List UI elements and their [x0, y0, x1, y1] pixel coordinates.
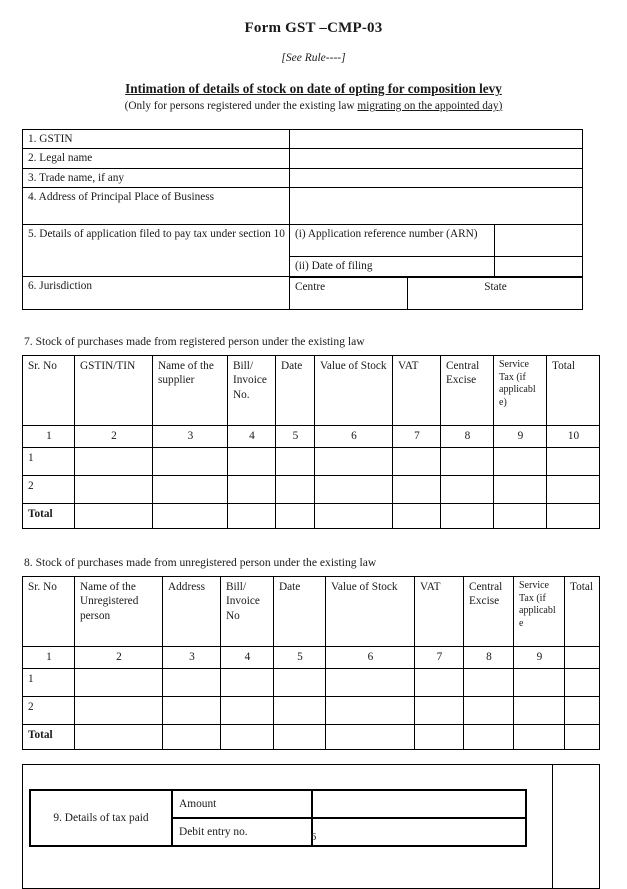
table-row: [23, 168, 583, 187]
col-header-central-excise: Central Excise: [464, 576, 514, 646]
profile-label-application-details: 5. Details of application filed to pay tax under section 10: [23, 225, 290, 277]
cell-date[interactable]: [274, 668, 326, 696]
section-9-wrapper: [0, 750, 627, 889]
col-header-service-tax: Service Tax (if applicabl e: [514, 576, 565, 646]
section-8-table-wrapper: [0, 576, 627, 750]
table-row: [23, 764, 600, 888]
total-central-excise[interactable]: [441, 503, 494, 528]
profile-value-arn[interactable]: [495, 225, 583, 257]
col-number-6: 6: [326, 646, 415, 668]
cell-service-tax[interactable]: [514, 668, 565, 696]
unregistered-stock-table: [22, 576, 600, 750]
profile-label-legal-name: 2. Legal name: [23, 149, 290, 168]
cell-vat[interactable]: [393, 475, 441, 503]
col-header-service-tax: Service Tax (if applicabl e): [494, 355, 547, 425]
col-header-value-of-stock: Value of Stock: [326, 576, 415, 646]
cell-vat[interactable]: [393, 447, 441, 475]
row-serial: 2: [23, 475, 75, 503]
col-number-4: 4: [221, 646, 274, 668]
total-total[interactable]: [565, 724, 600, 749]
col-header-gstin-tin: GSTIN/TIN: [75, 355, 153, 425]
cell-vat[interactable]: [415, 696, 464, 724]
profile-table: [22, 129, 583, 310]
col-header-bill-invoice-no: Bill/ Invoice No: [221, 576, 274, 646]
cell-gstin-tin[interactable]: [75, 447, 153, 475]
col-number-7: 7: [415, 646, 464, 668]
section-9-content-cell: [23, 764, 553, 888]
section-9-side-cell: [553, 764, 600, 888]
cell-address[interactable]: [163, 668, 221, 696]
cell-supplier-name[interactable]: [153, 475, 228, 503]
sub-heading-plain: (Only for persons registered under the existing law: [124, 100, 358, 112]
total-vat[interactable]: [415, 724, 464, 749]
form-title: Form GST –CMP-03: [244, 20, 383, 36]
col-number-5: 5: [276, 425, 315, 447]
col-header-date: Date: [274, 576, 326, 646]
col-number-10: [565, 646, 600, 668]
column-number-row: [23, 425, 600, 447]
total-gstin-tin[interactable]: [75, 503, 153, 528]
total-total[interactable]: [547, 503, 600, 528]
see-rule-note: [See Rule----]: [281, 52, 346, 64]
total-vat[interactable]: [393, 503, 441, 528]
col-number-10: 10: [547, 425, 600, 447]
total-service-tax[interactable]: [514, 724, 565, 749]
total-central-excise[interactable]: [464, 724, 514, 749]
cell-service-tax[interactable]: [494, 475, 547, 503]
cell-central-excise[interactable]: [441, 475, 494, 503]
col-number-8: 8: [441, 425, 494, 447]
col-header-date: Date: [276, 355, 315, 425]
total-address[interactable]: [163, 724, 221, 749]
row-serial: 2: [23, 696, 75, 724]
jurisdiction-centre-label: Centre: [290, 277, 408, 310]
total-value-of-stock[interactable]: [326, 724, 415, 749]
cell-bill-invoice-no[interactable]: [228, 475, 276, 503]
table-row: [23, 130, 583, 149]
cell-gstin-tin[interactable]: [75, 475, 153, 503]
profile-label-trade-name: 3. Trade name, if any: [23, 168, 290, 187]
row-serial: 1: [23, 447, 75, 475]
total-bill-invoice-no[interactable]: [228, 503, 276, 528]
total-bill-invoice-no[interactable]: [221, 724, 274, 749]
col-number-9: 9: [514, 646, 565, 668]
table-row: [23, 149, 583, 168]
table-row: [23, 188, 583, 225]
col-number-1: 1: [23, 646, 75, 668]
cell-date[interactable]: [274, 696, 326, 724]
cell-date[interactable]: [276, 447, 315, 475]
col-number-5: 5: [274, 646, 326, 668]
main-heading-text: Intimation of details of stock on date of opting for composition levy: [125, 81, 502, 96]
cell-unregistered-person-name[interactable]: [75, 668, 163, 696]
cell-service-tax[interactable]: [514, 696, 565, 724]
table-total-row: [23, 503, 600, 528]
col-number-7: 7: [393, 425, 441, 447]
col-header-vat: VAT: [393, 355, 441, 425]
table-row: [23, 225, 583, 257]
cell-bill-invoice-no[interactable]: [221, 696, 274, 724]
cell-central-excise[interactable]: [464, 696, 514, 724]
total-unregistered-person-name[interactable]: [75, 724, 163, 749]
col-header-total: Total: [565, 576, 600, 646]
cell-value-of-stock[interactable]: [326, 696, 415, 724]
col-number-9: 9: [494, 425, 547, 447]
cell-vat[interactable]: [415, 668, 464, 696]
col-header-sr-no: Sr. No: [23, 355, 75, 425]
section-7-table-wrapper: [0, 355, 627, 529]
section-8-caption: 8. Stock of purchases made from unregistered person under the existing law: [24, 555, 377, 569]
table-total-row: [23, 724, 600, 749]
cell-central-excise[interactable]: [464, 668, 514, 696]
table-header-row: [23, 355, 600, 425]
col-header-bill-invoice-no: Bill/ Invoice No.: [228, 355, 276, 425]
col-header-central-excise: Central Excise: [441, 355, 494, 425]
cell-total[interactable]: [565, 668, 600, 696]
cell-bill-invoice-no[interactable]: [221, 668, 274, 696]
profile-label-date-of-filing: (ii) Date of filing: [290, 257, 495, 277]
table-row: [23, 475, 600, 503]
amount-value[interactable]: [312, 790, 526, 818]
total-supplier-name[interactable]: [153, 503, 228, 528]
col-number-8: 8: [464, 646, 514, 668]
profile-table-wrapper: [0, 112, 627, 310]
cell-unregistered-person-name[interactable]: [75, 696, 163, 724]
total-service-tax[interactable]: [494, 503, 547, 528]
cell-address[interactable]: [163, 696, 221, 724]
jurisdiction-state-label: State: [408, 277, 583, 310]
total-label: Total: [23, 724, 75, 749]
profile-label-address: 4. Address of Principal Place of Business: [23, 188, 290, 225]
cell-bill-invoice-no[interactable]: [228, 447, 276, 475]
sub-heading: [0, 97, 627, 112]
debit-entry-no-label: Debit entry no.: [172, 818, 312, 846]
cell-date[interactable]: [276, 475, 315, 503]
col-header-address: Address: [163, 576, 221, 646]
col-header-vat: VAT: [415, 576, 464, 646]
cell-total[interactable]: [547, 475, 600, 503]
profile-value-gstin[interactable]: [290, 130, 583, 149]
page-number: 6: [310, 831, 317, 843]
total-date[interactable]: [276, 503, 315, 528]
profile-value-date-of-filing[interactable]: [495, 257, 583, 277]
row-serial: 1: [23, 668, 75, 696]
total-value-of-stock[interactable]: [315, 503, 393, 528]
total-label: Total: [23, 503, 75, 528]
profile-value-address[interactable]: [290, 188, 583, 225]
sub-heading-underlined: migrating on the appointed day): [357, 100, 503, 112]
table-row: [23, 696, 600, 724]
cell-total[interactable]: [565, 696, 600, 724]
profile-label-jurisdiction: 6. Jurisdiction: [23, 277, 290, 310]
table-row: [23, 447, 600, 475]
cell-value-of-stock[interactable]: [315, 447, 393, 475]
section-7-caption: 7. Stock of purchases made from registered person under the existing law: [24, 334, 365, 348]
profile-label-arn: (i) Application reference number (ARN): [290, 225, 495, 257]
profile-label-gstin: 1. GSTIN: [23, 130, 290, 149]
col-number-2: 2: [75, 425, 153, 447]
table-header-row: [23, 576, 600, 646]
cell-total[interactable]: [547, 447, 600, 475]
cell-value-of-stock[interactable]: [326, 668, 415, 696]
col-number-2: 2: [75, 646, 163, 668]
col-header-value-of-stock: Value of Stock: [315, 355, 393, 425]
col-number-4: 4: [228, 425, 276, 447]
col-number-6: 6: [315, 425, 393, 447]
col-header-total: Total: [547, 355, 600, 425]
table-row: [23, 277, 583, 310]
cell-central-excise[interactable]: [441, 447, 494, 475]
total-date[interactable]: [274, 724, 326, 749]
col-header-sr-no: Sr. No: [23, 576, 75, 646]
profile-value-legal-name[interactable]: [290, 149, 583, 168]
col-header-supplier-name: Name of the supplier: [153, 355, 228, 425]
section-9-outer-box: [22, 764, 600, 889]
cell-value-of-stock[interactable]: [315, 475, 393, 503]
table-row: [23, 668, 600, 696]
table-row: [30, 790, 526, 818]
cell-service-tax[interactable]: [494, 447, 547, 475]
registered-stock-table: [22, 355, 600, 529]
col-number-3: 3: [153, 425, 228, 447]
profile-value-trade-name[interactable]: [290, 168, 583, 187]
cell-supplier-name[interactable]: [153, 447, 228, 475]
section-9-label: 9. Details of tax paid: [30, 790, 172, 846]
amount-label: Amount: [172, 790, 312, 818]
column-number-row: [23, 646, 600, 668]
col-number-3: 3: [163, 646, 221, 668]
col-header-unregistered-person-name: Name of the Unregistered person: [75, 576, 163, 646]
col-number-1: 1: [23, 425, 75, 447]
main-heading: [0, 64, 627, 97]
